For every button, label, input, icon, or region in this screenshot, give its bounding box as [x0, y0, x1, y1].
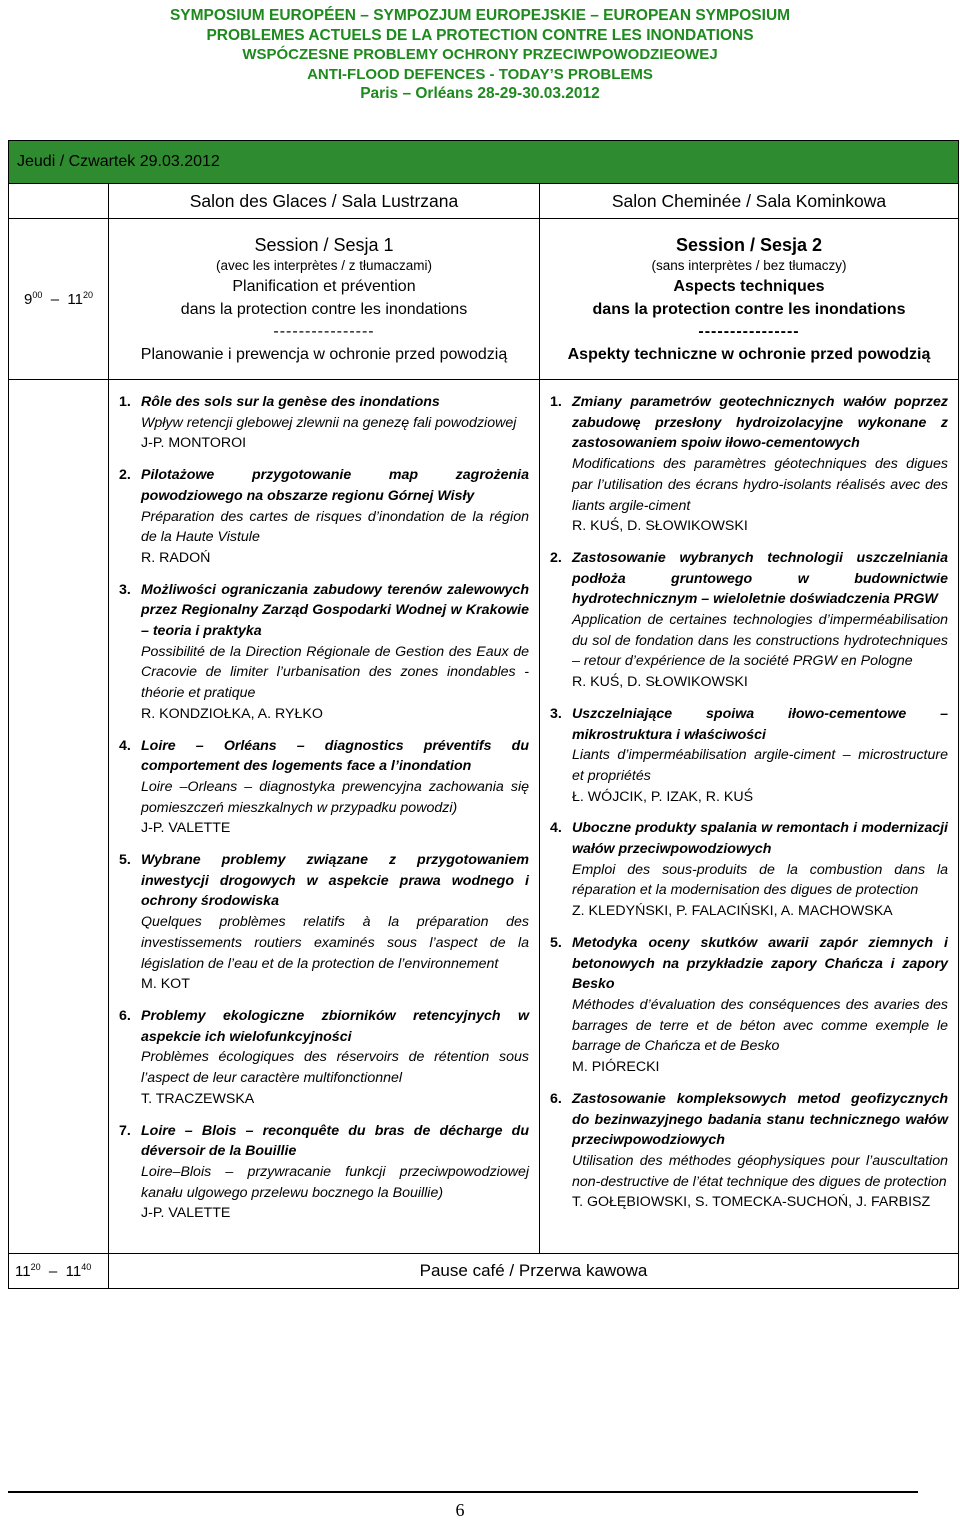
session-1-subtitle: (avec les interprètes / z tłumaczami)	[215, 257, 433, 273]
program-table	[8, 140, 959, 1289]
paper-title: Loire – Orléans – diagnostics préventifs du comportement des logements face a l’inondation	[141, 737, 529, 775]
session-2-title: Session / Sesja 2	[675, 234, 823, 255]
paper-number: 6.	[119, 1007, 131, 1024]
paper-number: 4.	[119, 737, 131, 754]
paper-number: 5.	[550, 934, 562, 951]
paper-body	[572, 548, 948, 693]
session-1-theme-pl: Planowanie i prewencja w ochronie przed powodzią	[140, 345, 508, 363]
paper-authors: M. KOT	[141, 976, 190, 993]
paper-authors: R. KUŚ, D. SŁOWIKOWSKI	[572, 674, 748, 691]
paper-translation: Loire–Blois – przywracanie funkcji przeciwpowodziowej kanału ulgowego przelewu bocznego la Bouillie)	[141, 1163, 529, 1201]
session-1-title: Session / Sesja 1	[254, 234, 394, 255]
paper-number: 2.	[550, 549, 562, 566]
paper-number: 3.	[550, 705, 562, 722]
paper-translation: Application de certaines technologies d’imperméabilisation du sol de fondation dans les constructions hydrotechniques – retour d’expérience de la société PRGW en Pologne	[572, 612, 948, 670]
paper-title: Zmiany parametrów geotechnicznych wałów poprzez zabudowę przesłony hydroizolacyjne wykonane z zastosowaniem spoiw iłowo-cementowych	[572, 394, 948, 452]
session2-paper-4	[550, 818, 948, 922]
paper-title: Uboczne produkty spalania w remontach i modernizacji wałów przeciwpowodziowych	[572, 820, 948, 858]
session1-paper-6	[119, 1006, 529, 1110]
session-2-separator: ----------------	[698, 322, 800, 340]
paper-number: 3.	[119, 581, 131, 598]
paper-title: Loire – Blois – reconquête du bras de décharge du déversoir de la Bouillie	[141, 1122, 529, 1160]
paper-body	[141, 1121, 529, 1225]
paper-title: Metodyka oceny skutków awarii zapór ziemnych i betonowych na przykładzie zapory Chańcza i zapory Besko	[572, 934, 948, 993]
paper-body	[141, 1006, 529, 1110]
paper-body	[572, 818, 948, 922]
paper-body	[141, 580, 529, 725]
pause-time: $11^{20} - 11^{40}$	[9, 1254, 109, 1289]
session-1-separator: ----------------	[273, 322, 375, 340]
coffee-break: Pause café / Przerwa kawowa	[109, 1254, 959, 1289]
paper-translation: Quelques problèmes relatifs à la préparation des investissements routiers examinés sous l’aspect de la législation de l’eau et de la protection de l’environnement	[141, 914, 529, 972]
paper-authors: R. KUŚ, D. SŁOWIKOWSKI	[572, 518, 748, 535]
paper-title: Zastosowanie wybranych technologii uszczelniania podłoża gruntowego w budownictwie hydrotechnicznym – wieloletnie doświadczenia PRGW	[572, 549, 948, 608]
page-number: 6	[455, 1500, 465, 1520]
session-1-theme-fr-1: Planification et prévention	[232, 277, 416, 295]
paper-authors: R. RADOŃ	[141, 549, 211, 566]
day-band: Jeudi / Czwartek 29.03.2012	[9, 141, 959, 184]
paper-body	[572, 1089, 948, 1213]
session-2-theme-pl: Aspekty techniczne w ochronie przed powodzią	[567, 345, 931, 363]
room-header-1: Salon des Glaces / Sala Lustrzana	[109, 184, 540, 219]
paper-translation: Préparation des cartes de risques d’inondation de la région de la Haute Vistule	[141, 508, 529, 546]
session-1-header	[109, 219, 540, 380]
paper-translation: Modifications des paramètres géotechniques des digues par l’utilisation des écrans hydro-isolants réalisés avec des liants argile-ciment	[572, 456, 948, 514]
session-2-paper-list	[550, 392, 948, 1213]
paper-translation: Méthodes d’évaluation des conséquences des avaries des barrages de terre et de béton avec comme exemple le barrage de Chańcza et de Besko	[572, 996, 948, 1055]
paper-authors: Ł. WÓJCIK, P. IZAK, R. KUŚ	[572, 788, 754, 805]
symposium-header	[0, 6, 960, 104]
paper-title: Możliwości ograniczania zabudowy terenów zalewowych przez Regionalny Zarząd Gospodarki Wodnej w Krakowie – teoria i praktyka	[141, 581, 529, 640]
paper-title: Zastosowanie kompleksowych metod geofizycznych do bezinwazyjnego badania stanu technicznego wałów przeciwpowodziowych	[572, 1090, 948, 1149]
paper-translation: Possibilité de la Direction Régionale de Gestion des Eaux de Cracovie de limiter l’urbanisation des zones inondables - théorie et pratique	[141, 643, 529, 702]
paper-title: Wybrane problemy związane z przygotowaniem inwestycji drogowych w aspekcie prawa wodnego i ochrony środowiska	[141, 852, 529, 910]
paper-authors: T. TRACZEWSKA	[141, 1090, 255, 1107]
paper-body	[572, 933, 948, 1078]
session2-paper-2	[550, 548, 948, 693]
session1-paper-2	[119, 465, 529, 569]
session1-paper-7	[119, 1121, 529, 1225]
paper-title: Problemy ekologiczne zbiorników retencyjnych w aspekcie ich wielofunkcyjności	[141, 1007, 529, 1045]
header-line-5: Paris – Orléans 28-29-30.03.2012	[360, 85, 600, 102]
header-line-4: ANTI-FLOOD DEFENCES - TODAY’S PROBLEMS	[307, 65, 653, 83]
paper-translation: Liants d’imperméabilisation argile-ciment – microstructure et propriétés	[572, 747, 948, 784]
header-line-3: WSPÓCZESNE PROBLEMY OCHRONY PRZECIWPOWODZIEOWEJ	[242, 46, 718, 63]
session-2-header	[540, 219, 959, 380]
paper-number: 1.	[119, 394, 131, 410]
paper-authors: R. KONDZIOŁKA, A. RYŁKO	[141, 705, 323, 722]
session1-paper-5	[119, 850, 529, 995]
paper-body	[141, 736, 529, 840]
paper-authors: J-P. VALETTE	[141, 820, 231, 837]
paper-title: Rôle des sols sur la genèse des inondations	[141, 394, 440, 410]
paper-authors: T. GOŁĘBIOWSKI, S. TOMECKA-SUCHOŃ, J. FARBISZ	[572, 1194, 931, 1211]
header-line-2: PROBLEMES ACTUELS DE LA PROTECTION CONTRE LES INONDATIONS	[206, 26, 754, 44]
session1-paper-3	[119, 580, 529, 725]
paper-translation: Utilisation des méthodes géophysiques pour l’auscultation non-destructive de l’état technique des digues de protection	[572, 1152, 948, 1190]
paper-authors: M. PIÓRECKI	[572, 1059, 660, 1076]
session2-paper-1	[550, 392, 948, 537]
paper-number: 1.	[550, 394, 562, 410]
paper-body	[141, 392, 529, 454]
session2-paper-3	[550, 704, 948, 808]
session-1-papers	[109, 380, 540, 1254]
session1-paper-4	[119, 736, 529, 840]
paper-translation: Emploi des sous-produits de la combustion dans la réparation et la modernisation des digues de protection	[572, 861, 948, 899]
paper-authors: J-P. MONTOROI	[141, 435, 247, 452]
paper-translation: Loire –Orleans – diagnostyka prewencyjna zachowania się pomieszczeń mieszkalnych w przypadku powodzi)	[141, 778, 529, 816]
paper-body	[572, 704, 948, 808]
session-2-theme-fr-1: Aspects techniques	[673, 277, 825, 295]
header-line-1: SYMPOSIUM EUROPÉEN – SYMPOZJUM EUROPEJSKIE – EUROPEAN SYMPOSIUM	[169, 7, 791, 24]
paper-number: 6.	[550, 1090, 562, 1107]
paper-body	[141, 465, 529, 569]
paper-translation: Problèmes écologiques des réservoirs de rétention sous l’aspect de leur caractère multifonctionnel	[141, 1049, 529, 1087]
room-header-2: Salon Cheminée / Sala Kominkowa	[540, 184, 959, 219]
paper-translation: Wpływ retencji glebowej zlewnii na genezę fali powodziowej	[141, 414, 517, 431]
paper-body	[141, 850, 529, 995]
session2-paper-5	[550, 933, 948, 1078]
paper-number: 7.	[119, 1122, 131, 1139]
paper-title: Uszczelniające spoiwa iłowo-cementowe – mikrostruktura i właściwości	[572, 705, 948, 743]
paper-body	[572, 392, 948, 537]
session-1-paper-list	[119, 392, 529, 1224]
session-2-subtitle: (sans interprètes / bez tłumaczy)	[651, 257, 847, 273]
paper-number: 5.	[119, 852, 131, 869]
paper-number: 2.	[119, 467, 131, 484]
time-column-spacer	[9, 380, 109, 1254]
session-time: $9^{00} - 11^{20}$	[9, 219, 109, 380]
paper-title: Pilotażowe przygotowanie map zagrożenia powodziowego na obszarze regionu Górnej Wisły	[141, 467, 529, 504]
session1-paper-1	[119, 392, 529, 454]
footer-rule	[8, 1491, 918, 1493]
paper-authors: J-P. VALETTE	[141, 1205, 231, 1222]
session-2-theme-fr-2: dans la protection contre les inondations	[592, 300, 906, 318]
room-header-empty	[9, 184, 109, 219]
paper-authors: Z. KLEDYŃSKI, P. FALACIŃSKI, A. MACHOWSKA	[572, 903, 893, 920]
session2-paper-6	[550, 1089, 948, 1213]
session-1-theme-fr-2: dans la protection contre les inondations	[180, 300, 468, 318]
session-2-papers	[540, 380, 959, 1254]
paper-number: 4.	[550, 820, 562, 837]
